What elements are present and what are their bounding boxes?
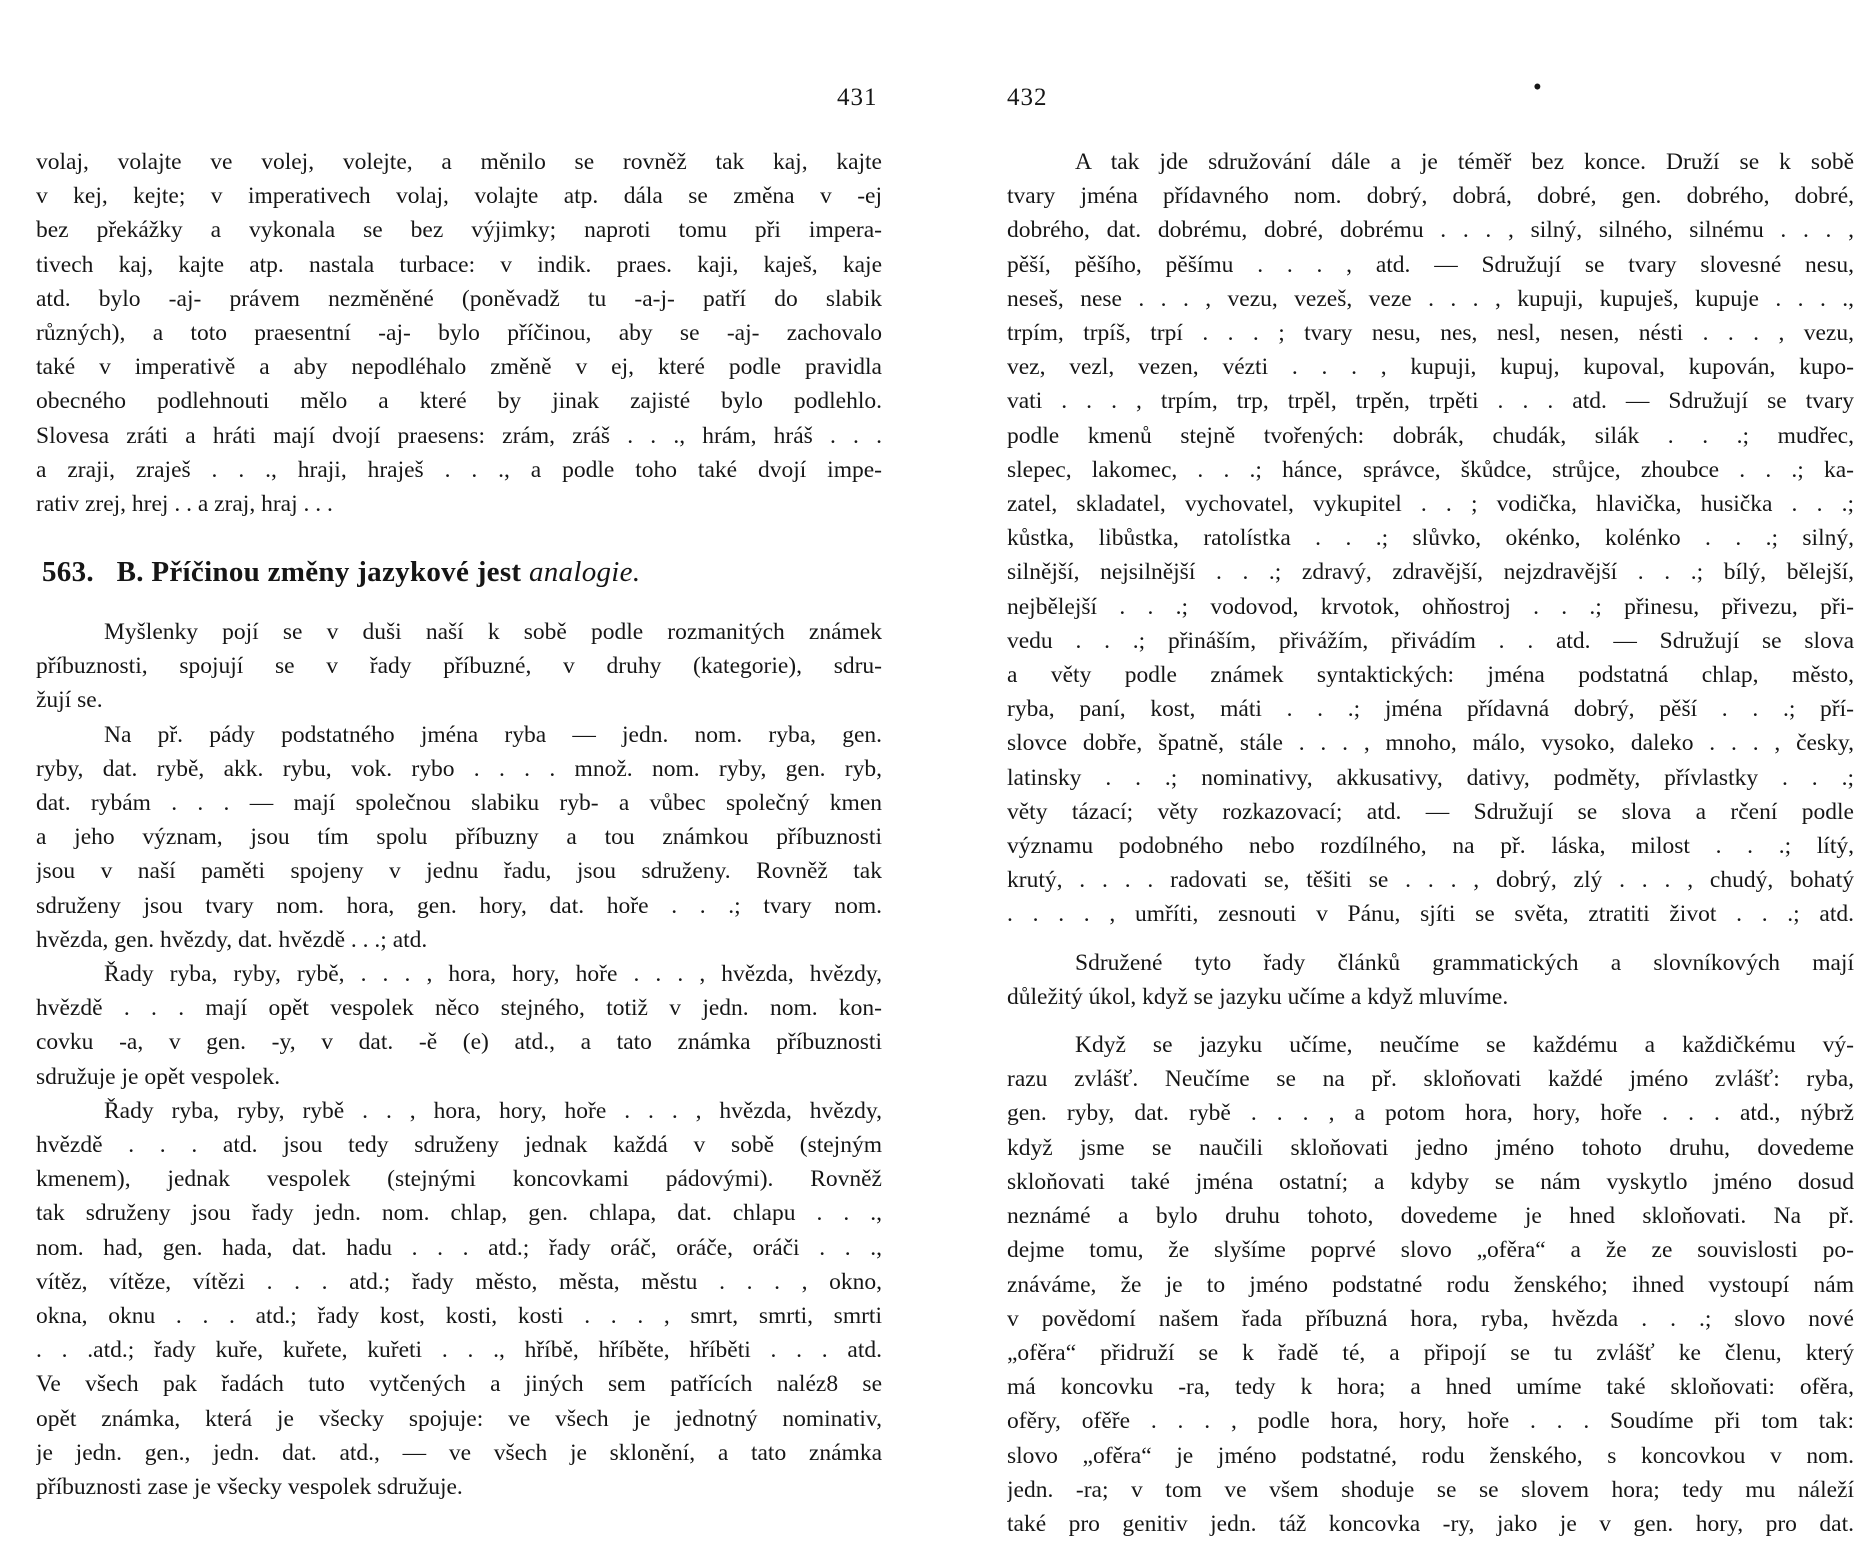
text-line: tvary jména přídavného nom. dobrý, dobrá, dobré, gen. dobrého, dobré, [1007, 183, 1854, 210]
text-line: A tak jde sdružování dále a je téměř bez konce. Druží se k sobě [1075, 149, 1854, 175]
text-line: slepec, lakomec, . . .; hánce, správce, škůdce, strůjce, zhoubce . . .; ka- [1007, 456, 1854, 483]
section-title: B. Příčinou změny jazykové jest [116, 556, 522, 588]
text-line: slovce dobře, špatně, stále . . . , mnoho, málo, vysoko, daleko . . . , česky, [1007, 730, 1854, 757]
text-line: hvězdě . . . mají opět vespolek něco stejného, totiž v jedn. nom. kon- [36, 995, 882, 1022]
text-line: jsou v naší paměti spojeny v jednu řadu, jsou sdruženy. Rovněž tak [36, 858, 882, 885]
text-line: dejme tomu, že slyšíme poprvé slovo „ofěra“ a že ze souvislosti po- [1007, 1237, 1854, 1264]
text-line: Na př. pády podstatného jména ryba — jedn. nom. ryba, gen. [104, 721, 882, 748]
page-body [1007, 145, 1854, 1541]
text-line: vati . . . , trpím, trp, trpěl, trpěn, trpěti . . . atd. — Sdružují se tvary [1007, 388, 1854, 415]
text-line: významu podobného nebo rozdílného, na př. láska, milost . . .; lítý, [1007, 833, 1854, 860]
page-number: 432 [1007, 84, 1048, 111]
text-line: razu zvlášť. Neučíme se na př. skloňovati každé jméno zvlášť: ryba, [1007, 1066, 1854, 1093]
text-line: zatel, skladatel, vychovatel, vykupitel . . ; vodička, hlavička, husička . . .; [1007, 491, 1854, 518]
text-line: žují se. [36, 687, 103, 714]
text-line: sdružuje je opět vespolek. [36, 1063, 281, 1090]
text-line: sdruženy jsou tvary nom. hora, gen. hory, dat. hoře . . .; tvary nom. [36, 892, 882, 919]
text-line: kůstka, libůstka, ratolístka . . .; slůvko, okénko, kolénko . . .; silný, [1007, 525, 1854, 552]
text-line: Myšlenky pojí se v duši naší k sobě podle rozmanitých známek [104, 619, 882, 645]
text-line: v kej, kejte; v imperativech volaj, volajte atp. dála se změna v -ej [36, 183, 882, 210]
text-line: Ve všech pak řadách tuto vytčených a jiných sem patřících naléz8 se [36, 1371, 882, 1398]
text-line: a zraji, zraješ . . ., hraji, hraješ . . ., a podle toho také dvojí impe- [36, 456, 882, 483]
section-body [36, 615, 882, 1504]
text-line: atd. bylo -aj- právem nezměněné (poněvadž tu -a-j- patří do slabik [36, 285, 882, 312]
text-line: ryby, dat. rybě, akk. rybu, vok. rybo . . . . množ. nom. ryby, gen. ryb, [36, 755, 882, 782]
paragraph-gap [1007, 1014, 1854, 1028]
page-marker: • [1533, 74, 1542, 101]
text-line: . . . . , umříti, zesnouti v Pánu, sjíti se světa, ztratiti život . . .; atd. [1007, 901, 1854, 928]
text-line: neznámé a bylo druhu tohoto, dovedeme je hned skloňovati. Na př. [1007, 1203, 1854, 1230]
text-line: Řady ryba, ryby, rybě . . , hora, hory, hoře . . . , hvězda, hvězdy, [104, 1097, 882, 1124]
left-page [0, 0, 933, 1500]
text-line: podle kmenů stejně tvořených: dobrák, chudák, silák . . .; mudřec, [1007, 422, 1854, 449]
text-line: okna, oknu . . . atd.; řady kost, kosti, kosti . . . , smrt, smrti, smrti [36, 1303, 882, 1330]
text-line: když jsme se naučili skloňovati jedno jméno tohoto druhu, dovedeme [1007, 1134, 1854, 1161]
text-line: a věty podle známek syntaktických: jména podstatná chlap, město, [1007, 662, 1854, 689]
page-number: 431 [837, 84, 878, 111]
text-line: jedn. -ra; v tom ve všem shoduje se se slovem hora; tedy mu náleží [1007, 1476, 1854, 1503]
text-line: Když se jazyku učíme, neučíme se každému a každičkému vý- [1075, 1032, 1854, 1059]
text-line: Sdružené tyto řady článků grammatických a slovníkových mají [1075, 949, 1854, 976]
text-line: Slovesa zráti a hráti mají dvojí praesens: zrám, zráš . . ., hrám, hráš . . . [36, 422, 882, 449]
text-line: krutý, . . . . radovati se, těšiti se . . . , dobrý, zlý . . . , chudý, bohatý [1007, 867, 1854, 894]
text-line: neseš, nese . . . , vezu, vezeš, veze . . . , kupuji, kupuješ, kupuje . . . ., [1007, 285, 1854, 312]
text-line: kmenem), jednak vespolek (stejnými koncovkami pádovými). Rovněž [36, 1166, 882, 1193]
text-line: hvězdě . . . atd. jsou tedy sdruženy jednak každá v sobě (stejným [36, 1132, 882, 1159]
section-number: 563. [42, 556, 94, 588]
section-heading [42, 556, 882, 589]
right-page [933, 0, 1866, 1537]
text-line: gen. ryby, dat. rybě . . . , a potom hora, hory, hoře . . . atd., nýbrž [1007, 1100, 1854, 1127]
text-line: dat. rybám . . . — mají společnou slabiku ryb- a vůbec společný kmen [36, 790, 882, 817]
text-line: a jeho význam, jsou tím spolu příbuzny a tou známkou příbuznosti [36, 824, 882, 851]
text-line: bez překážky a vykonala se bez výjimky; naproti tomu při impera- [36, 217, 882, 244]
text-line: opět známka, která je všecky spojuje: ve všech je jednotný nominativ, [36, 1405, 882, 1432]
text-line: obecného podlehnouti mělo a které by jinak zajisté bylo podlehlo. [36, 388, 882, 415]
text-line: v povědomí našem řada příbuzná hora, ryba, hvězda . . .; slovo nové [1007, 1305, 1854, 1332]
text-line: tivech kaj, kajte atp. nastala turbace: v indik. praes. kaji, kaješ, kaje [36, 251, 882, 278]
text-line: vez, vezl, vezen, vézti . . . , kupuji, kupuj, kupoval, kupován, kupo- [1007, 354, 1854, 381]
text-line: skloňovati také jména ostatní; a kdyby se nám vyskytlo jméno dosud [1007, 1168, 1854, 1195]
paragraph-continued [36, 145, 882, 521]
text-line: příbuznosti zase je všecky vespolek sdružuje. [36, 1474, 463, 1501]
text-line: příbuznosti, spojují se v řady příbuzné, v druhy (kategorie), sdru- [36, 653, 882, 680]
text-line: vedu . . .; přináším, přivážím, přivádím . . atd. — Sdružují se slova [1007, 627, 1854, 654]
text-line: „ofěra“ přidruží se k řadě té, a připojí se tu zvlášť ke členu, který [1007, 1339, 1854, 1366]
text-line: volaj, volajte ve volej, volejte, a měnilo se rovněž tak kaj, kajte [36, 149, 882, 175]
text-line: rativ zrej, hrej . . a zraj, hraj . . . [36, 491, 333, 518]
text-line: nejbělejší . . .; vodovod, krvotok, ohňostroj . . .; přinesu, přivezu, při- [1007, 593, 1854, 620]
text-line: znáváme, že je to jméno podstatné rodu ženského; ihned vystoupí nám [1007, 1271, 1854, 1298]
text-line: latinsky . . .; nominativy, akkusativy, dativy, podměty, přívlastky . . .; [1007, 764, 1854, 791]
text-line: hvězda, gen. hvězdy, dat. hvězdě . . .; atd. [36, 926, 428, 953]
text-line: nom. had, gen. hada, dat. hadu . . . atd.; řady oráč, oráče, oráči . . ., [36, 1234, 882, 1261]
section-title-italic: analogie. [528, 556, 641, 588]
text-line: různých), a toto praesentní -aj- bylo příčinou, aby se -aj- zachovalo [36, 320, 882, 347]
text-line: věty tázací; věty rozkazovací; atd. — Sdružují se slova a rčení podle [1007, 798, 1854, 825]
text-line: Řady ryba, ryby, rybě, . . . , hora, hory, hoře . . . , hvězda, hvězdy, [104, 961, 882, 988]
text-line: má koncovku -ra, tedy k hora; a hned umíme také skloňovati: ofěra, [1007, 1374, 1854, 1401]
text-line: důležitý úkol, když se jazyku učíme a když mluvíme. [1007, 983, 1509, 1010]
text-line: ryba, paní, kost, máti . . .; jména přídavná dobrý, pěší . . .; pří- [1007, 696, 1854, 723]
text-line: také pro genitiv jedn. táž koncovka -ry, jako je v gen. hory, pro dat. [1007, 1510, 1854, 1537]
text-line: vítěz, vítěze, vítězi . . . atd.; řady město, města, městu . . . , okno, [36, 1268, 882, 1295]
text-line: slovo „ofěra“ je jméno podstatné, rodu ženského, s koncovkou v nom. [1007, 1442, 1854, 1469]
paragraph-gap [1007, 932, 1854, 946]
text-line: je jedn. gen., jedn. dat. atd., — ve všech je sklonění, a tato známka [36, 1439, 882, 1466]
text-line: covku -a, v gen. -y, v dat. -ě (e) atd., a tato známka příbuznosti [36, 1029, 882, 1056]
text-line: pěší, pěšího, pěšímu . . . , atd. — Sdružují se tvary slovesné nesu, [1007, 251, 1854, 278]
text-line: tak sdruženy jsou řady jedn. nom. chlap, gen. chlapa, dat. chlapu . . ., [36, 1200, 882, 1227]
text-line: ofěry, ofěře . . . , podle hora, hory, hoře . . . Soudíme při tom tak: [1007, 1408, 1854, 1435]
text-line: také v imperativě a aby nepodléhalo změně v ej, které podle pravidla [36, 354, 882, 381]
text-line: . . .atd.; řady kuře, kuřete, kuřeti . . ., hříbě, hříběte, hříběti . . . atd. [36, 1337, 882, 1364]
text-line: silnější, nejsilnější . . .; zdravý, zdravější, nejzdravější . . .; bílý, bělejší, [1007, 559, 1854, 586]
text-line: dobrého, dat. dobrému, dobré, dobrému . . . , silný, silného, silnému . . . , [1007, 217, 1854, 244]
text-line: trpím, trpíš, trpí . . . ; tvary nesu, nes, nesl, nesen, nésti . . . , vezu, [1007, 320, 1854, 347]
